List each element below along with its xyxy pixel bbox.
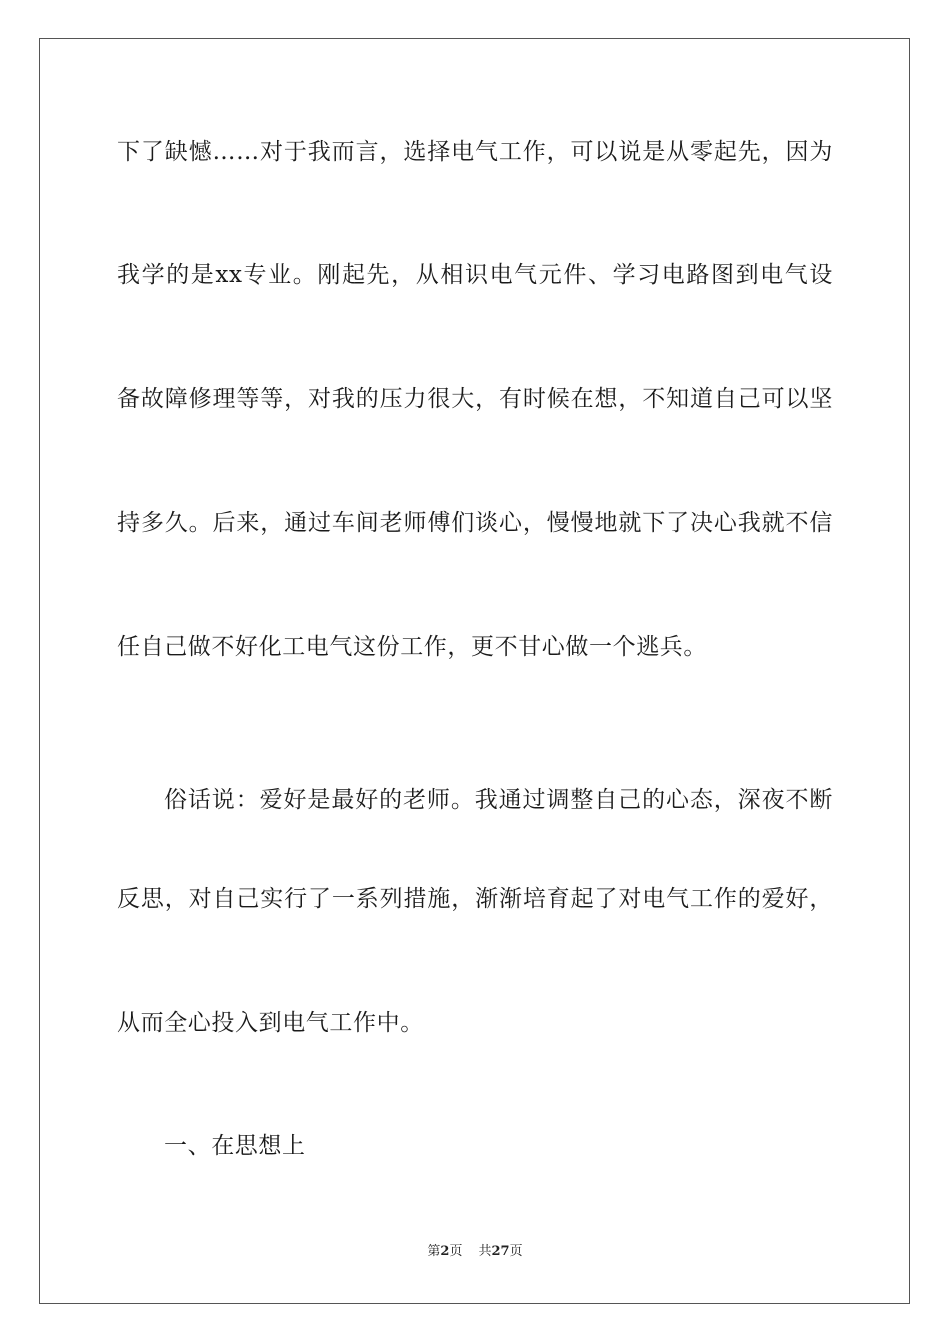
body-text-line-6: 俗话说：爱好是最好的老师。我通过调整自己的心态，深夜不断 [164,787,833,813]
total-pages: 27 [491,1244,510,1259]
body-text-line-3: 备故障修理等等，对我的压力很大，有时候在想，不知道自己可以坚 [117,386,833,412]
body-text-line-8: 从而全心投入到电气工作中。 [117,1010,424,1036]
body-text-line-4: 持多久。后来，通过车间老师傅们谈心，慢慢地就下了决心我就不信 [117,510,833,536]
body-text-line-2: 我学的是xx专业。刚起先，从相识电气元件、学习电路图到电气设 [117,262,833,288]
total-prefix: 共 [478,1244,492,1259]
body-text-line-5: 任自己做不好化工电气这份工作，更不甘心做一个逃兵。 [117,634,707,660]
total-suffix: 页 [509,1244,523,1259]
page-number: 2 [440,1244,450,1259]
body-text-line-1: 下了缺憾……对于我而言，选择电气工作，可以说是从零起先，因为 [117,139,833,165]
page-prefix: 第 [427,1244,441,1259]
page-border [39,38,910,1304]
body-text-line-7: 反思，对自己实行了一系列措施，渐渐培育起了对电气工作的爱好， [117,886,833,912]
page-suffix: 页 [449,1244,463,1259]
page-footer [0,1243,950,1261]
section-heading: 一、在思想上 [164,1133,306,1159]
